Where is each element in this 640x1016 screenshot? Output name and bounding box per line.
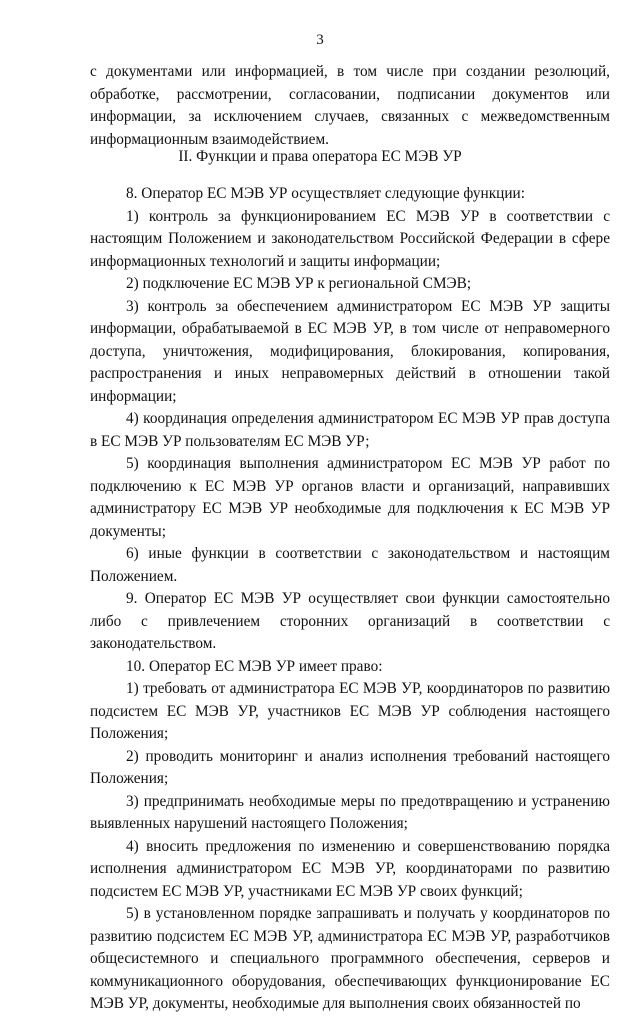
paragraph-8: 8. Оператор ЕС МЭВ УР осуществляет следующие функции:	[126, 185, 525, 202]
paragraph-10-item-3: 3) предпринимать необходимые меры по предотвращению и устранению выявленных нарушений настоящего Положения;	[90, 792, 610, 832]
paragraph-8-item-2: 2) подключение ЕС МЭВ УР к региональной СМЭВ;	[126, 275, 472, 292]
paragraph-9: 9. Оператор ЕС МЭВ УР осуществляет свои функции самостоятельно либо с привлечением сторонних организаций в соответствии с законодательством.	[90, 590, 610, 652]
paragraph-8-item-5: 5) координация выполнения администратором ЕС МЭВ УР работ по подключению к ЕС МЭВ УР органов власти и организаций, направивших администратору ЕС МЭВ УР необходимые для подключения к ЕС МЭВ УР документы;	[90, 455, 610, 540]
page-number: 3	[316, 32, 324, 48]
paragraph-10-item-2: 2) проводить мониторинг и анализ исполнения требований настоящего Положения;	[90, 747, 610, 787]
paragraph-8-item-6: 6) иные функции в соответствии с законодательством и настоящим Положением.	[90, 545, 610, 585]
intro-continuation-block	[90, 61, 610, 151]
section-heading: II. Функции и права оператора ЕС МЭВ УР	[178, 148, 462, 165]
paragraph-8-item-3: 3) контроль за обеспечением администратором ЕС МЭВ УР защиты информации, обрабатываемой в ЕС МЭВ УР, в том числе от неправомерного доступа, уничтожения, модифицирования, блокирования, копирования, распространения и иных неправомерных действий в отношении такой информации;	[90, 297, 610, 405]
paragraph-10-item-5: 5) в установленном порядке запрашивать и получать у координаторов по развитию подсистем ЕС МЭВ УР, администратора ЕС МЭВ УР, разработчиков общесистемного и специального программного обеспечения, серверов и коммуникационного оборудования, обеспечивающих функционирование ЕС МЭВ УР, документы, необходимые для выполнения своих обязанностей по	[90, 905, 610, 1012]
intro-continuation-paragraph: с документами или информацией, в том числе при создании резолюций, обработке, рассмотрении, согласовании, подписании документов или информации, за исключением случаев, связанных с межведомственным информационным взаимодействием.	[90, 63, 610, 148]
paragraph-10-item-1: 1) требовать от администратора ЕС МЭВ УР, координаторов по развитию подсистем ЕС МЭВ УР, участников ЕС МЭВ УР соблюдения настоящего Положения;	[90, 680, 610, 742]
section-body	[90, 183, 610, 1016]
paragraph-10-item-4: 4) вносить предложения по изменению и совершенствованию порядка исполнения администратором ЕС МЭВ УР, координаторами по развитию подсистем ЕС МЭВ УР, участниками ЕС МЭВ УР своих функций;	[90, 837, 610, 900]
paragraph-8-item-1: 1) контроль за функционированием ЕС МЭВ УР в соответствии с настоящим Положением и законодательством Российской Федерации в сфере информационных технологий и защиты информации;	[90, 207, 610, 270]
paragraph-10: 10. Оператор ЕС МЭВ УР имеет право:	[126, 657, 383, 675]
paragraph-8-item-4: 4) координация определения администратором ЕС МЭВ УР прав доступа в ЕС МЭВ УР пользователям ЕС МЭВ УР;	[90, 410, 610, 450]
